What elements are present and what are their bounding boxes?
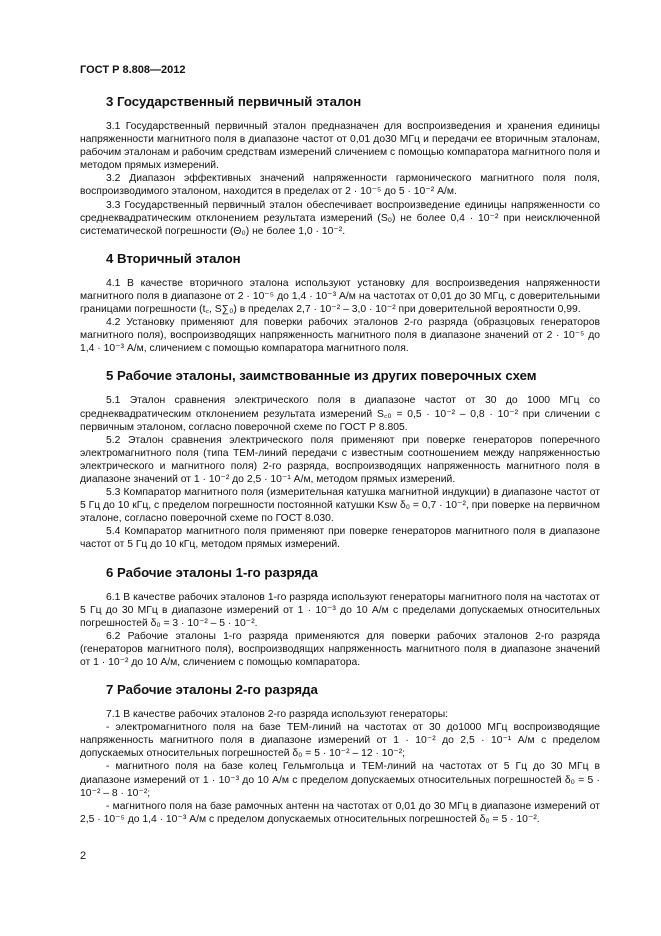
section-5 — [80, 368, 600, 551]
paragraph: 3.3 Государственный первичный эталон обеспечивает воспроизведение единицы напряженности со среднеквадратическим отклонением результата измерений (S₀) не более 0,4 · 10⁻² при неисключенной систематической погрешности (Θ₀) не более 1,0 · 10⁻². — [80, 199, 600, 237]
section-title: 3 Государственный первичный эталон — [106, 94, 362, 109]
section-6 — [80, 565, 600, 670]
paragraph: 7.1 В качестве рабочих эталонов 2-го разряда используют генераторы: — [106, 709, 449, 721]
list-item: - электромагнитного поля на базе ТЕМ-линий на частотах от 30 до1000 МГц воспроизводящие напряженность магнитного поля в диапазоне измерений от 1 · 10⁻² до 2,5 · 10⁻¹ А/м с пределом допускаемых относительных погрешностей δ₀ = 5 · 10⁻² – 12 · 10⁻²; — [80, 722, 600, 760]
paragraph: 6.1 В качестве рабочих эталонов 1-го разряда используют генераторы магнитного поля на частотах от 5 Гц до 30 МГц в диапазоне измерений от 1 · 10⁻³ до 10 А/м с пределами допускаемых относительных погрешностей δ₀ = 3 · 10⁻² – 5 · 10⁻². — [80, 591, 600, 629]
paragraph: 5.3 Компаратор магнитного поля (измерительная катушка магнитной индукции) в диапазоне частот от 5 Гц до 10 кГц, с пределом погрешности постоянной катушки Ksw δ₀ = 0,7 · 10⁻², при поверке на первичном эталоне, согласно поверочной схеме по ГОСТ 8.030. — [80, 487, 600, 525]
paragraph: 3.1 Государственный первичный эталон предназначен для воспроизведения и хранения единицы напряженности магнитного поля в диапазоне частот от 0,01 до30 МГц и передачи ее вторичным эталонам, рабочим эталонам и рабочим средствам измерений сличением с помощью компаратора магнитного поля и методом прямых измерений. — [80, 121, 600, 172]
list-item: - магнитного поля на базе рамочных антенн на частотах от 0,01 до 30 МГц в диапазоне измерений от 2,5 · 10⁻⁵ до 1,4 · 10⁻³ А/м с пределом допускаемых относительных погрешностей δ₀ = 5 · 10⁻². — [80, 800, 600, 825]
section-4 — [80, 251, 600, 356]
section-title: 5 Рабочие эталоны, заимствованные из других поверочных схем — [106, 368, 537, 384]
document-body — [80, 88, 600, 839]
document-code: ГОСТ Р 8.808—2012 — [80, 64, 186, 76]
section-title: 7 Рабочие эталоны 2-го разряда — [106, 682, 318, 698]
paragraph: 5.2 Эталон сравнения электрического поля применяют при поверке генераторов поперечного электромагнитного поля (типа ТЕМ-линий передачи с известным соотношением между напряженностью электрического и магнитного поля) 2-го разряда, воспроизводящих напряженность магнитного поля в диапазоне значений от 1 · 10⁻² до 2,5 · 10⁻¹ А/м, методом прямых измерений. — [80, 434, 600, 485]
section-title: 6 Рабочие эталоны 1-го разряда — [106, 564, 318, 580]
paragraph: 4.2 Установку применяют для поверки рабочих эталонов 2-го разряда (образцовых генераторов магнитного поля), воспроизводящих напряженность магнитного поля в диапазоне значений от 2 · 10⁻⁵ до 1,4 · 10⁻³ А/м, сличением с помощью компаратора магнитного поля. — [80, 317, 600, 355]
page-number: 2 — [80, 850, 87, 862]
section-title: 4 Вторичный эталон — [106, 250, 241, 266]
paragraph: 5.1 Эталон сравнения электрического поля в диапазоне частот от 30 до 1000 МГц со среднеквадратическим отклонением результата измерений S꜀₀ = 0,5 · 10⁻² – 0,8 · 10⁻² при сличении с первичным эталоном, согласно поверочной схеме по ГОСТ Р 8.805. — [80, 395, 600, 433]
section-7 — [80, 682, 600, 826]
list-item: - магнитного поля на базе колец Гельмгольца и ТЕМ-линий на частотах от 5 Гц до 30 МГц в диапазоне измерений от 1 · 10⁻³ до 10 А/м с пределом допускаемых относительных погрешностей δ₀ = 5 · 10⁻² – 8 · 10⁻²; — [80, 761, 600, 799]
paragraph: 4.1 В качестве вторичного эталона используют установку для воспроизведения напряженности магнитного поля в диапазоне от 2 · 10⁻⁵ до 1,4 · 10⁻³ А/м на частотах от 0,01 до 30 МГц, с доверительными границами погрешности (t꜀, S∑₀) в пределах 2,7 · 10⁻² – 3,0 · 10⁻² при доверительной вероятности 0,99. — [80, 277, 600, 316]
section-3 — [80, 94, 600, 238]
paragraph: 6.2 Рабочие эталоны 1-го разряда применяются для поверки рабочих эталонов 2-го разряда (генераторов магнитного поля), воспроизводящих напряженность магнитного поля в диапазоне значений от 1 · 10⁻² до 10 А/м, сличением с помощью компаратора. — [80, 630, 600, 668]
paragraph: 5.4 Компаратор магнитного поля применяют при поверке генераторов магнитного поля в диапазоне частот от 5 Гц до 10 кГц, методом прямых измерений. — [80, 526, 600, 551]
paragraph: 3.2 Диапазон эффективных значений напряженности гармонического магнитного поля поля, воспроизводимого эталоном, находится в пределах от 2 · 10⁻⁵ до 5 · 10⁻² А/м. — [80, 173, 600, 198]
